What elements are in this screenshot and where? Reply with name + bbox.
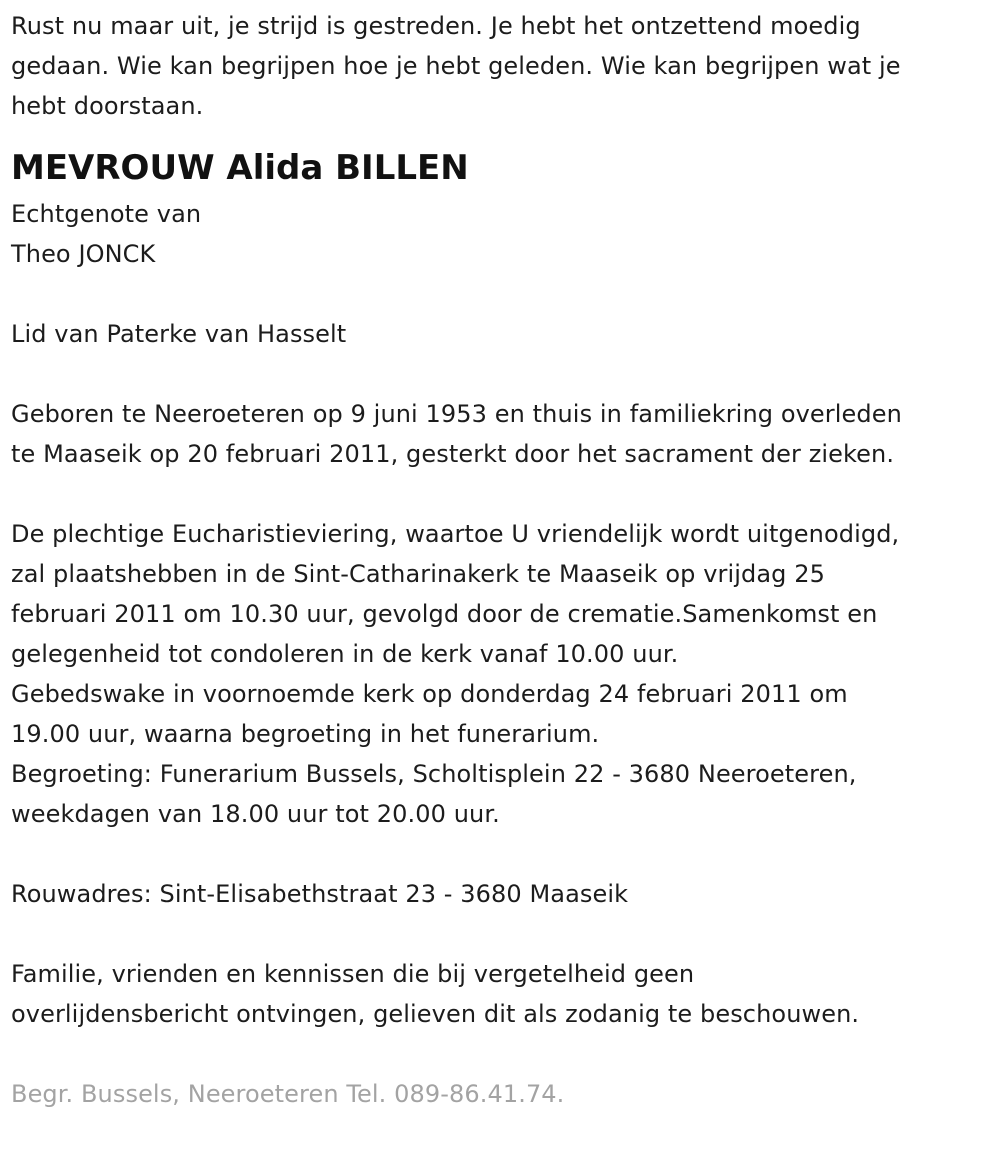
spacer	[11, 1034, 996, 1074]
spouse-line: Echtgenote van	[11, 200, 202, 228]
spouse-line: Theo JONCK	[11, 240, 156, 268]
family-notice	[11, 954, 996, 1034]
ceremony-line: Gebedswake in voornoemde kerk op donderdag 24 februari 2011 om	[11, 680, 848, 708]
ceremony-line: 19.00 uur, waarna begroeting in het funerarium.	[11, 720, 600, 748]
intro-line: gedaan. Wie kan begrijpen hoe je hebt geleden. Wie kan begrijpen wat je	[11, 52, 901, 80]
mourning-address	[11, 874, 996, 914]
birth-death-info	[11, 394, 996, 474]
ceremony-line: februari 2011 om 10.30 uur, gevolgd door de crematie.Samenkomst en	[11, 600, 878, 628]
spacer	[11, 274, 996, 314]
ceremony-line: De plechtige Eucharistieviering, waartoe U vriendelijk wordt uitgenodigd,	[11, 520, 900, 548]
spouse-info	[11, 194, 996, 274]
membership	[11, 314, 996, 354]
notice-line: overlijdensbericht ontvingen, gelieven dit als zodanig te beschouwen.	[11, 1000, 860, 1028]
birth-death-line: te Maaseik op 20 februari 2011, gesterkt door het sacrament der zieken.	[11, 440, 895, 468]
intro-line: hebt doorstaan.	[11, 92, 204, 120]
ceremony-line: gelegenheid tot condoleren in de kerk vanaf 10.00 uur.	[11, 640, 679, 668]
spacer	[11, 834, 996, 874]
ceremony-line: zal plaatshebben in de Sint-Catharinakerk te Maaseik op vrijdag 25	[11, 560, 825, 588]
ceremony-line: weekdagen van 18.00 uur tot 20.00 uur.	[11, 800, 500, 828]
membership-line: Lid van Paterke van Hasselt	[11, 320, 347, 348]
spacer	[11, 474, 996, 514]
deceased-name: MEVROUW Alida BILLEN	[11, 148, 469, 188]
ceremony-info	[11, 514, 996, 834]
spacer	[11, 354, 996, 394]
spacer	[11, 914, 996, 954]
intro-poem	[11, 6, 996, 126]
address-line: Rouwadres: Sint-Elisabethstraat 23 - 3680 Maaseik	[11, 880, 629, 908]
footer-line: Begr. Bussels, Neeroeteren Tel. 089-86.41.74.	[11, 1080, 565, 1108]
birth-death-line: Geboren te Neeroeteren op 9 juni 1953 en thuis in familiekring overleden	[11, 400, 902, 428]
obituary-notice	[11, 6, 996, 1114]
notice-line: Familie, vrienden en kennissen die bij vergetelheid geen	[11, 960, 695, 988]
funeral-home-footer	[11, 1074, 996, 1114]
ceremony-line: Begroeting: Funerarium Bussels, Scholtisplein 22 - 3680 Neeroeteren,	[11, 760, 857, 788]
intro-line: Rust nu maar uit, je strijd is gestreden. Je hebt het ontzettend moedig	[11, 12, 861, 40]
